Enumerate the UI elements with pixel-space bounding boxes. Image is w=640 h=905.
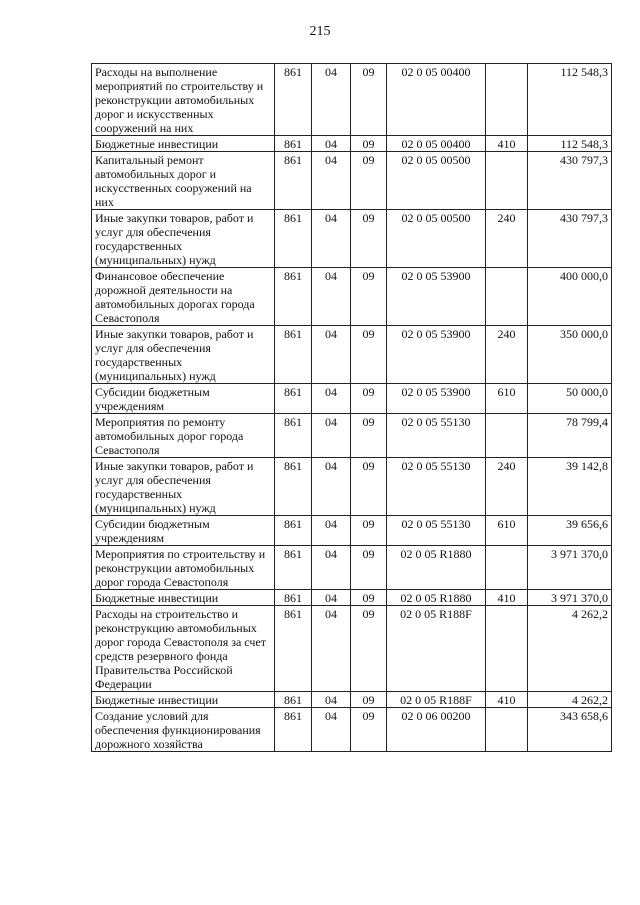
- expense-type-code: [486, 546, 528, 590]
- expense-name: Иные закупки товаров, работ и услуг для обеспечения государственных (муниципальных) нужд: [92, 326, 275, 384]
- ministry-code: 861: [275, 64, 312, 136]
- ministry-code: 861: [275, 458, 312, 516]
- ministry-code: 861: [275, 136, 312, 152]
- amount: 78 799,4: [528, 414, 612, 458]
- subsection-code: 09: [351, 152, 387, 210]
- target-code: 02 0 05 R1880: [387, 546, 486, 590]
- amount: 112 548,3: [528, 136, 612, 152]
- target-code: 02 0 05 55130: [387, 458, 486, 516]
- target-code: 02 0 05 R1880: [387, 590, 486, 606]
- subsection-code: 09: [351, 136, 387, 152]
- expense-name: Расходы на строительство и реконструкцию автомобильных дорог города Севастополя за счет средств резервного фонда Правительства Российской Федерации: [92, 606, 275, 692]
- amount: 4 262,2: [528, 606, 612, 692]
- subsection-code: 09: [351, 384, 387, 414]
- section-code: 04: [312, 708, 351, 752]
- expense-type-code: 410: [486, 590, 528, 606]
- section-code: 04: [312, 326, 351, 384]
- expense-type-code: [486, 268, 528, 326]
- expense-name: Иные закупки товаров, работ и услуг для обеспечения государственных (муниципальных) нужд: [92, 458, 275, 516]
- amount: 350 000,0: [528, 326, 612, 384]
- section-code: 04: [312, 136, 351, 152]
- amount: 39 142,8: [528, 458, 612, 516]
- table-row: [92, 546, 612, 590]
- target-code: 02 0 05 00400: [387, 136, 486, 152]
- section-code: 04: [312, 458, 351, 516]
- page-number: 215: [309, 24, 331, 39]
- budget-table: [91, 63, 612, 752]
- expense-name: Иные закупки товаров, работ и услуг для обеспечения государственных (муниципальных) нужд: [92, 210, 275, 268]
- target-code: 02 0 05 55130: [387, 414, 486, 458]
- ministry-code: 861: [275, 546, 312, 590]
- subsection-code: 09: [351, 546, 387, 590]
- target-code: 02 0 05 53900: [387, 268, 486, 326]
- ministry-code: 861: [275, 384, 312, 414]
- expense-name: Мероприятия по ремонту автомобильных дорог города Севастополя: [92, 414, 275, 458]
- target-code: 02 0 05 00500: [387, 210, 486, 268]
- amount: 39 656,6: [528, 516, 612, 546]
- expense-type-code: [486, 708, 528, 752]
- ministry-code: 861: [275, 414, 312, 458]
- section-code: 04: [312, 546, 351, 590]
- ministry-code: 861: [275, 152, 312, 210]
- table-row: [92, 590, 612, 606]
- subsection-code: 09: [351, 590, 387, 606]
- expense-name: Субсидии бюджетным учреждениям: [92, 384, 275, 414]
- expense-name: Мероприятия по строительству и реконструкции автомобильных дорог города Севастополя: [92, 546, 275, 590]
- ministry-code: 861: [275, 326, 312, 384]
- expense-name: Расходы на выполнение мероприятий по строительству и реконструкции автомобильных дорог и искусственных сооружений на них: [92, 64, 275, 136]
- subsection-code: 09: [351, 268, 387, 326]
- section-code: 04: [312, 210, 351, 268]
- target-code: 02 0 05 R188F: [387, 606, 486, 692]
- ministry-code: 861: [275, 210, 312, 268]
- expense-type-code: [486, 152, 528, 210]
- section-code: 04: [312, 692, 351, 708]
- ministry-code: 861: [275, 606, 312, 692]
- amount: 430 797,3: [528, 152, 612, 210]
- amount: 430 797,3: [528, 210, 612, 268]
- section-code: 04: [312, 268, 351, 326]
- target-code: 02 0 05 R188F: [387, 692, 486, 708]
- expense-name: Бюджетные инвестиции: [92, 136, 275, 152]
- amount: 3 971 370,0: [528, 546, 612, 590]
- subsection-code: 09: [351, 606, 387, 692]
- target-code: 02 0 06 00200: [387, 708, 486, 752]
- expense-name: Финансовое обеспечение дорожной деятельности на автомобильных дорогах города Севастополя: [92, 268, 275, 326]
- subsection-code: 09: [351, 692, 387, 708]
- expense-name: Бюджетные инвестиции: [92, 590, 275, 606]
- expense-type-code: 240: [486, 458, 528, 516]
- target-code: 02 0 05 53900: [387, 326, 486, 384]
- expense-type-code: 240: [486, 210, 528, 268]
- expense-type-code: [486, 606, 528, 692]
- table-row: [92, 606, 612, 692]
- amount: 3 971 370,0: [528, 590, 612, 606]
- table-row: [92, 692, 612, 708]
- table-row: [92, 268, 612, 326]
- table-body: [92, 64, 612, 752]
- target-code: 02 0 05 00500: [387, 152, 486, 210]
- subsection-code: 09: [351, 458, 387, 516]
- section-code: 04: [312, 64, 351, 136]
- amount: 400 000,0: [528, 268, 612, 326]
- table-row: [92, 458, 612, 516]
- expense-type-code: 240: [486, 326, 528, 384]
- subsection-code: 09: [351, 326, 387, 384]
- table-row: [92, 326, 612, 384]
- expense-type-code: 410: [486, 692, 528, 708]
- expense-type-code: 610: [486, 516, 528, 546]
- expense-name: Капитальный ремонт автомобильных дорог и искусственных сооружений на них: [92, 152, 275, 210]
- table-row: [92, 210, 612, 268]
- ministry-code: 861: [275, 590, 312, 606]
- expense-type-code: [486, 414, 528, 458]
- table-row: [92, 708, 612, 752]
- section-code: 04: [312, 590, 351, 606]
- expense-name: Создание условий для обеспечения функционирования дорожного хозяйства: [92, 708, 275, 752]
- ministry-code: 861: [275, 708, 312, 752]
- table-row: [92, 414, 612, 458]
- section-code: 04: [312, 606, 351, 692]
- section-code: 04: [312, 414, 351, 458]
- target-code: 02 0 05 55130: [387, 516, 486, 546]
- ministry-code: 861: [275, 268, 312, 326]
- expense-type-code: 610: [486, 384, 528, 414]
- expense-name: Субсидии бюджетным учреждениям: [92, 516, 275, 546]
- table-row: [92, 516, 612, 546]
- expense-type-code: [486, 64, 528, 136]
- ministry-code: 861: [275, 692, 312, 708]
- amount: 50 000,0: [528, 384, 612, 414]
- subsection-code: 09: [351, 708, 387, 752]
- section-code: 04: [312, 152, 351, 210]
- section-code: 04: [312, 384, 351, 414]
- section-code: 04: [312, 516, 351, 546]
- target-code: 02 0 05 00400: [387, 64, 486, 136]
- amount: 112 548,3: [528, 64, 612, 136]
- subsection-code: 09: [351, 210, 387, 268]
- subsection-code: 09: [351, 516, 387, 546]
- subsection-code: 09: [351, 64, 387, 136]
- amount: 343 658,6: [528, 708, 612, 752]
- ministry-code: 861: [275, 516, 312, 546]
- expense-name: Бюджетные инвестиции: [92, 692, 275, 708]
- table-row: [92, 136, 612, 152]
- table-row: [92, 152, 612, 210]
- table-row: [92, 64, 612, 136]
- target-code: 02 0 05 53900: [387, 384, 486, 414]
- table-row: [92, 384, 612, 414]
- expense-type-code: 410: [486, 136, 528, 152]
- amount: 4 262,2: [528, 692, 612, 708]
- subsection-code: 09: [351, 414, 387, 458]
